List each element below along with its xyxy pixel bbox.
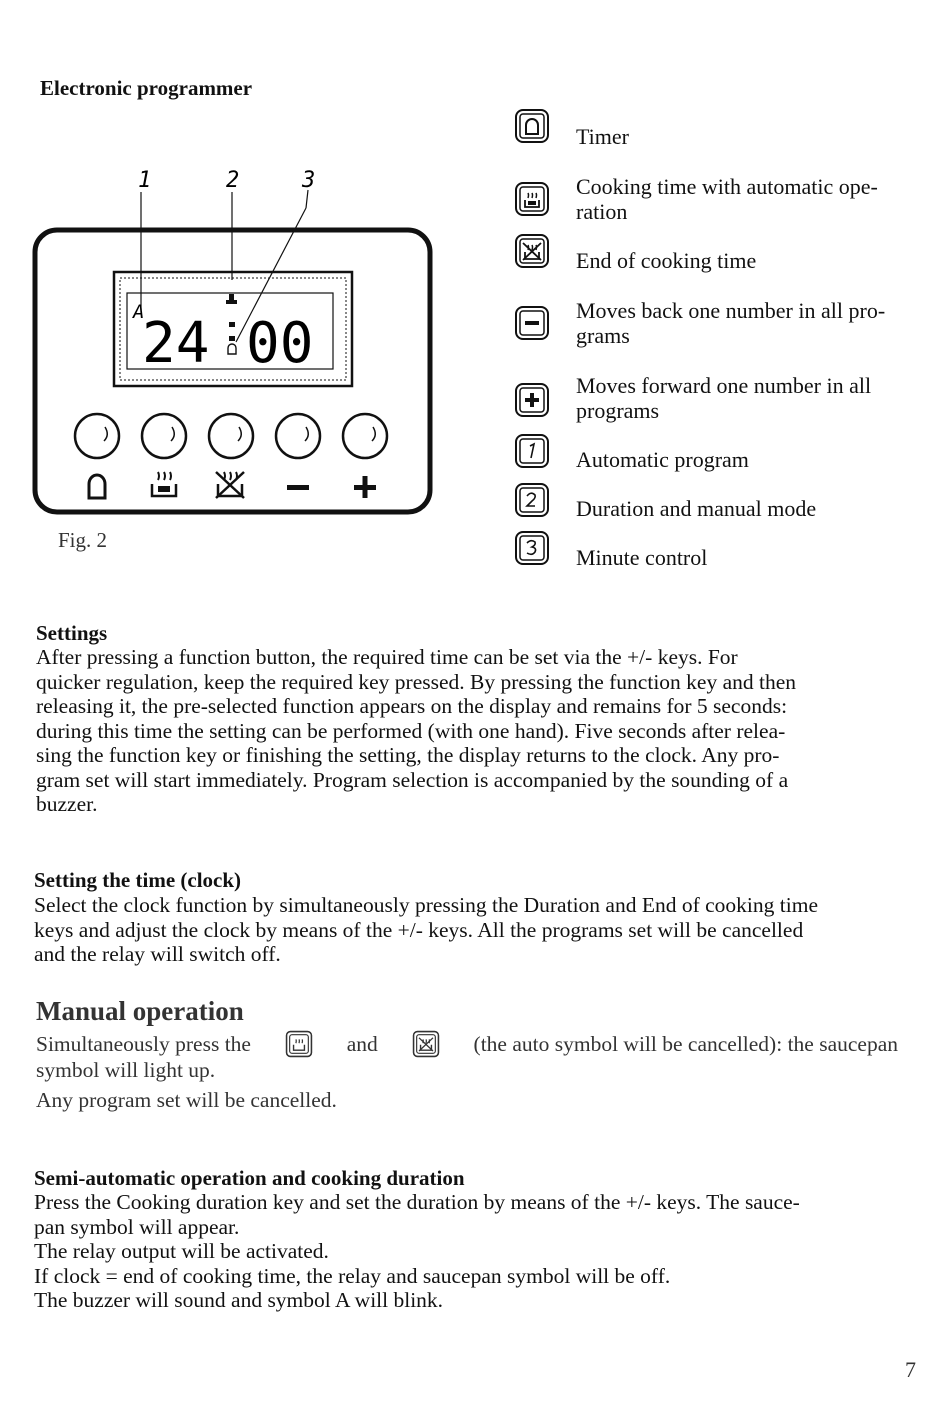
display-minutes: 00 — [246, 311, 314, 376]
text-line: keys and adjust the clock by means of the +/- keys. All the programs set will be cancelled — [34, 917, 804, 942]
plus-symbol-icon — [354, 476, 376, 498]
legend-item-label: Moves forward one number in all programs — [576, 373, 872, 423]
semi-auto-paragraph — [34, 1190, 916, 1313]
text-line: Any program set will be cancelled. — [36, 1087, 337, 1112]
text-span: and — [346, 1031, 378, 1056]
auto-cook-key-icon — [514, 181, 550, 217]
key-1-icon — [514, 433, 550, 469]
display-letter: A — [133, 301, 145, 323]
page-heading: Electronic programmer — [40, 76, 253, 100]
bell-key-icon — [514, 108, 550, 144]
auto-cook-symbol-icon — [152, 472, 176, 496]
callout-1: 1 — [138, 168, 152, 193]
text-line: and the relay will switch off. — [34, 942, 281, 966]
text-line: If clock = end of cooking time, the relay and saucepan symbol will be off. — [34, 1263, 671, 1288]
text-line: gram set will start immediately. Program selection is accompanied by the sounding of a — [36, 767, 789, 792]
key-2-icon — [514, 482, 550, 518]
plus-key-icon — [514, 382, 550, 418]
legend-item-label: Timer — [576, 124, 629, 149]
text-line: Press the Cooking duration key and set the duration by means of the +/- keys. The sauce- — [34, 1190, 800, 1214]
clock-heading: Setting the time (clock) — [34, 868, 242, 892]
text-line: releasing it, the pre-selected function appears on the display and remains for 5 seconds: — [36, 694, 788, 718]
semi-auto-heading: Semi-automatic operation and cooking duration — [34, 1166, 465, 1190]
text-span: (the auto symbol will be cancelled): the saucepan — [473, 1031, 898, 1056]
page-number: 7 — [905, 1357, 916, 1382]
text-line: during this time the setting can be performed (with one hand). Five seconds after relea- — [36, 718, 786, 743]
legend-item-label: Minute control — [576, 545, 708, 570]
knob-row — [75, 414, 387, 458]
key-3-icon — [514, 530, 550, 566]
text-line: symbol will light up. — [36, 1058, 216, 1082]
bell-symbol-icon — [89, 475, 105, 498]
legend-item-label: Cooking time with automatic ope- ration — [576, 174, 878, 224]
legend-item-label: Duration and manual mode — [576, 496, 817, 521]
legend-item-label: Automatic program — [576, 447, 749, 472]
settings-paragraph — [36, 645, 916, 817]
end-cook-key-icon — [514, 233, 550, 269]
display-hours: 24 — [142, 311, 210, 376]
clock-paragraph — [34, 893, 916, 967]
text-line: After pressing a function button, the required time can be set via the +/- keys. For — [36, 645, 738, 669]
programmer-panel-figure — [30, 160, 440, 560]
text-line: The buzzer will sound and symbol A will blink. — [34, 1288, 444, 1312]
auto-cook-key-icon — [284, 1030, 314, 1058]
text-line: sing the function key or finishing the setting, the display returns to the clock. Any pro- — [36, 743, 780, 767]
end-cook-key-icon — [411, 1030, 441, 1058]
text-line: pan symbol will appear. — [34, 1214, 240, 1239]
manual-heading: Manual operation — [36, 996, 244, 1026]
legend-item-label: Moves back one number in all pro- grams — [576, 298, 886, 348]
legend-item-label: End of cooking time — [576, 248, 757, 273]
minus-symbol-icon — [287, 485, 309, 490]
manual-line-1 — [36, 1030, 898, 1058]
callout-2: 2 — [226, 168, 240, 193]
text-line: Select the clock function by simultaneously pressing the Duration and End of cooking time — [34, 893, 818, 917]
minus-key-icon — [514, 305, 550, 341]
settings-heading: Settings — [36, 621, 108, 645]
text-line: quicker regulation, keep the required key pressed. By pressing the function key and then — [36, 669, 797, 694]
callout-3: 3 — [302, 168, 316, 193]
text-line: buzzer. — [36, 792, 98, 816]
figure-caption: Fig. 2 — [58, 528, 108, 552]
text-line: The relay output will be activated. — [34, 1239, 329, 1263]
manual-paragraph — [36, 1030, 898, 1112]
text-span: Simultaneously press the — [36, 1031, 251, 1056]
end-cook-symbol-icon — [216, 472, 244, 498]
